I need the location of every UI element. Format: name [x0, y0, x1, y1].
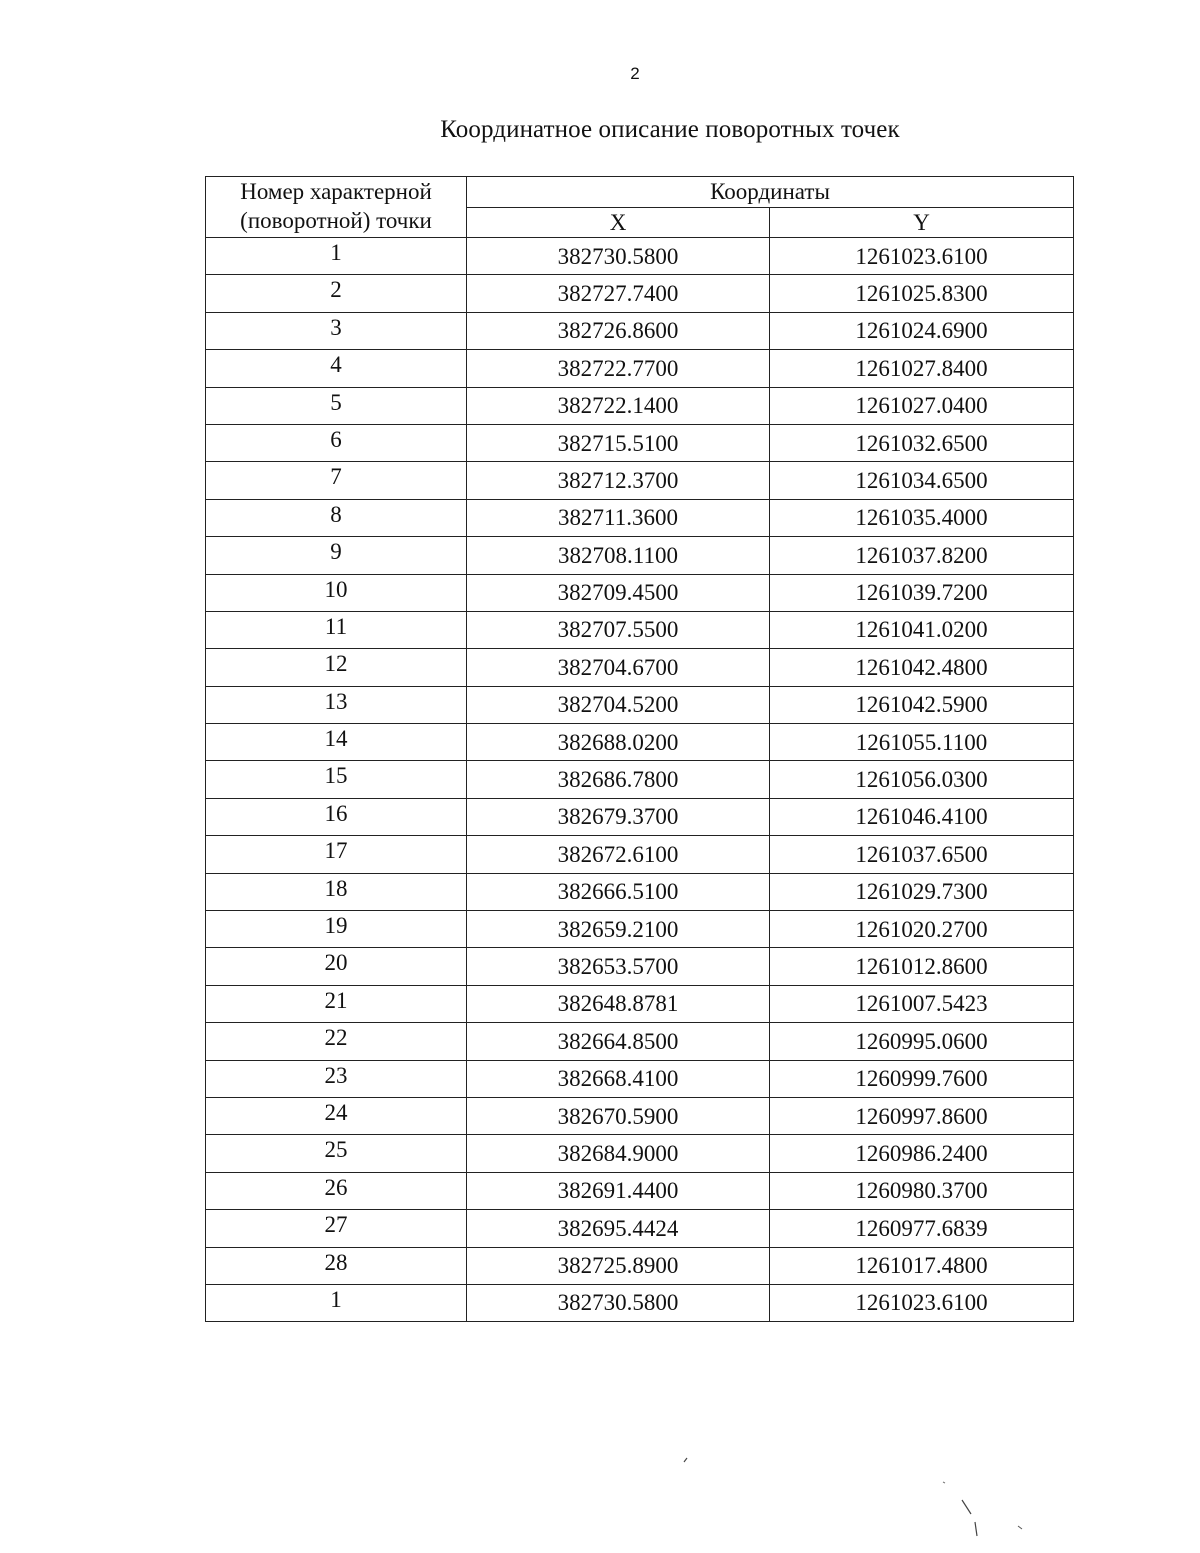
- page-number: 2: [630, 64, 640, 83]
- x-coordinate-cell: 382730.5800: [467, 1284, 770, 1321]
- table-row: [206, 761, 1074, 798]
- table-row: [206, 873, 1074, 910]
- x-coordinate-cell: 382704.5200: [467, 686, 770, 723]
- y-coordinate-cell: 1260980.3700: [770, 1172, 1074, 1209]
- table-row: [206, 499, 1074, 536]
- y-coordinate-cell: 1261041.0200: [770, 611, 1074, 648]
- point-number-cell: 1: [206, 238, 467, 275]
- y-coordinate-cell: 1261032.6500: [770, 424, 1074, 461]
- x-coordinate-cell: 382711.3600: [467, 499, 770, 536]
- table-body: [206, 238, 1074, 1322]
- table-row: [206, 798, 1074, 835]
- y-coordinate-cell: 1261037.6500: [770, 836, 1074, 873]
- y-coordinate-cell: 1261023.6100: [770, 238, 1074, 275]
- table-row: [206, 1023, 1074, 1060]
- table-row: [206, 948, 1074, 985]
- table-row: [206, 387, 1074, 424]
- x-coordinate-cell: 382672.6100: [467, 836, 770, 873]
- point-number-cell: 20: [206, 948, 467, 985]
- point-number-cell: 3: [206, 312, 467, 349]
- point-number-header: [206, 177, 467, 238]
- table-row: [206, 574, 1074, 611]
- y-coordinate-cell: 1261012.8600: [770, 948, 1074, 985]
- table-row: [206, 1135, 1074, 1172]
- point-number-cell: 11: [206, 611, 467, 648]
- point-number-cell: 21: [206, 985, 467, 1022]
- table-row: [206, 836, 1074, 873]
- x-coordinate-cell: 382725.8900: [467, 1247, 770, 1284]
- point-number-cell: 13: [206, 686, 467, 723]
- table-row: [206, 238, 1074, 275]
- y-coordinate-cell: 1261020.2700: [770, 911, 1074, 948]
- point-number-cell: 23: [206, 1060, 467, 1097]
- table-row: [206, 1172, 1074, 1209]
- x-coordinate-cell: 382708.1100: [467, 537, 770, 574]
- point-number-cell: 9: [206, 537, 467, 574]
- table-header: [206, 177, 1074, 238]
- y-coordinate-cell: 1261039.7200: [770, 574, 1074, 611]
- table-row: [206, 686, 1074, 723]
- y-coordinate-cell: 1261056.0300: [770, 761, 1074, 798]
- table-row: [206, 611, 1074, 648]
- point-number-cell: 6: [206, 424, 467, 461]
- x-coordinate-cell: 382704.6700: [467, 649, 770, 686]
- y-coordinate-cell: 1261027.8400: [770, 350, 1074, 387]
- y-coordinate-cell: 1261017.4800: [770, 1247, 1074, 1284]
- table-row: [206, 1097, 1074, 1134]
- y-coordinate-cell: 1261023.6100: [770, 1284, 1074, 1321]
- x-column-header: X: [467, 207, 770, 238]
- point-number-cell: 25: [206, 1135, 467, 1172]
- y-coordinate-cell: 1261042.5900: [770, 686, 1074, 723]
- x-coordinate-cell: 382688.0200: [467, 724, 770, 761]
- y-coordinate-cell: 1261007.5423: [770, 985, 1074, 1022]
- point-number-cell: 24: [206, 1097, 467, 1134]
- point-number-cell: 12: [206, 649, 467, 686]
- point-number-cell: 14: [206, 724, 467, 761]
- point-number-cell: 28: [206, 1247, 467, 1284]
- x-coordinate-cell: 382726.8600: [467, 312, 770, 349]
- point-number-cell: 1: [206, 1284, 467, 1321]
- y-coordinate-cell: 1260995.0600: [770, 1023, 1074, 1060]
- x-coordinate-cell: 382709.4500: [467, 574, 770, 611]
- y-coordinate-cell: 1261037.8200: [770, 537, 1074, 574]
- table-row: [206, 350, 1074, 387]
- x-coordinate-cell: 382679.3700: [467, 798, 770, 835]
- point-number-cell: 10: [206, 574, 467, 611]
- x-coordinate-cell: 382670.5900: [467, 1097, 770, 1134]
- x-coordinate-cell: 382664.8500: [467, 1023, 770, 1060]
- x-coordinate-cell: 382730.5800: [467, 238, 770, 275]
- table-row: [206, 462, 1074, 499]
- x-coordinate-cell: 382668.4100: [467, 1060, 770, 1097]
- x-coordinate-cell: 382686.7800: [467, 761, 770, 798]
- y-coordinate-cell: 1261046.4100: [770, 798, 1074, 835]
- x-coordinate-cell: 382722.7700: [467, 350, 770, 387]
- point-number-cell: 15: [206, 761, 467, 798]
- table-row: [206, 911, 1074, 948]
- x-coordinate-cell: 382653.5700: [467, 948, 770, 985]
- point-number-header-line2: (поворотной) точки: [240, 208, 432, 233]
- y-column-header: Y: [770, 207, 1074, 238]
- point-number-cell: 8: [206, 499, 467, 536]
- point-number-cell: 17: [206, 836, 467, 873]
- table-row: [206, 537, 1074, 574]
- y-coordinate-cell: 1260999.7600: [770, 1060, 1074, 1097]
- table-row: [206, 1060, 1074, 1097]
- table-row: [206, 724, 1074, 761]
- table-row: [206, 1284, 1074, 1321]
- x-coordinate-cell: 382715.5100: [467, 424, 770, 461]
- table-row: [206, 275, 1074, 312]
- coordinates-table: [205, 176, 1074, 1322]
- y-coordinate-cell: 1261042.4800: [770, 649, 1074, 686]
- x-coordinate-cell: 382727.7400: [467, 275, 770, 312]
- y-coordinate-cell: 1261034.6500: [770, 462, 1074, 499]
- table-row: [206, 1247, 1074, 1284]
- x-coordinate-cell: 382695.4424: [467, 1210, 770, 1247]
- point-number-cell: 16: [206, 798, 467, 835]
- x-coordinate-cell: 382722.1400: [467, 387, 770, 424]
- x-coordinate-cell: 382684.9000: [467, 1135, 770, 1172]
- x-coordinate-cell: 382712.3700: [467, 462, 770, 499]
- point-number-header-line1: Номер характерной: [240, 179, 432, 205]
- table-row: [206, 1210, 1074, 1247]
- y-coordinate-cell: 1261027.0400: [770, 387, 1074, 424]
- point-number-cell: 26: [206, 1172, 467, 1209]
- point-number-cell: 22: [206, 1023, 467, 1060]
- table-row: [206, 985, 1074, 1022]
- x-coordinate-cell: 382707.5500: [467, 611, 770, 648]
- y-coordinate-cell: 1261025.8300: [770, 275, 1074, 312]
- coordinates-header: Координаты: [467, 177, 1074, 208]
- point-number-cell: 5: [206, 387, 467, 424]
- table-row: [206, 312, 1074, 349]
- table-row: [206, 649, 1074, 686]
- document-title: Координатное описание поворотных точек: [440, 116, 900, 143]
- point-number-cell: 2: [206, 275, 467, 312]
- point-number-cell: 18: [206, 873, 467, 910]
- x-coordinate-cell: 382648.8781: [467, 985, 770, 1022]
- y-coordinate-cell: 1260977.6839: [770, 1210, 1074, 1247]
- y-coordinate-cell: 1260997.8600: [770, 1097, 1074, 1134]
- y-coordinate-cell: 1260986.2400: [770, 1135, 1074, 1172]
- table-row: [206, 424, 1074, 461]
- point-number-cell: 4: [206, 350, 467, 387]
- y-coordinate-cell: 1261055.1100: [770, 724, 1074, 761]
- point-number-cell: 7: [206, 462, 467, 499]
- y-coordinate-cell: 1261029.7300: [770, 873, 1074, 910]
- x-coordinate-cell: 382659.2100: [467, 911, 770, 948]
- y-coordinate-cell: 1261024.6900: [770, 312, 1074, 349]
- x-coordinate-cell: 382666.5100: [467, 873, 770, 910]
- y-coordinate-cell: 1261035.4000: [770, 499, 1074, 536]
- x-coordinate-cell: 382691.4400: [467, 1172, 770, 1209]
- point-number-cell: 19: [206, 911, 467, 948]
- point-number-cell: 27: [206, 1210, 467, 1247]
